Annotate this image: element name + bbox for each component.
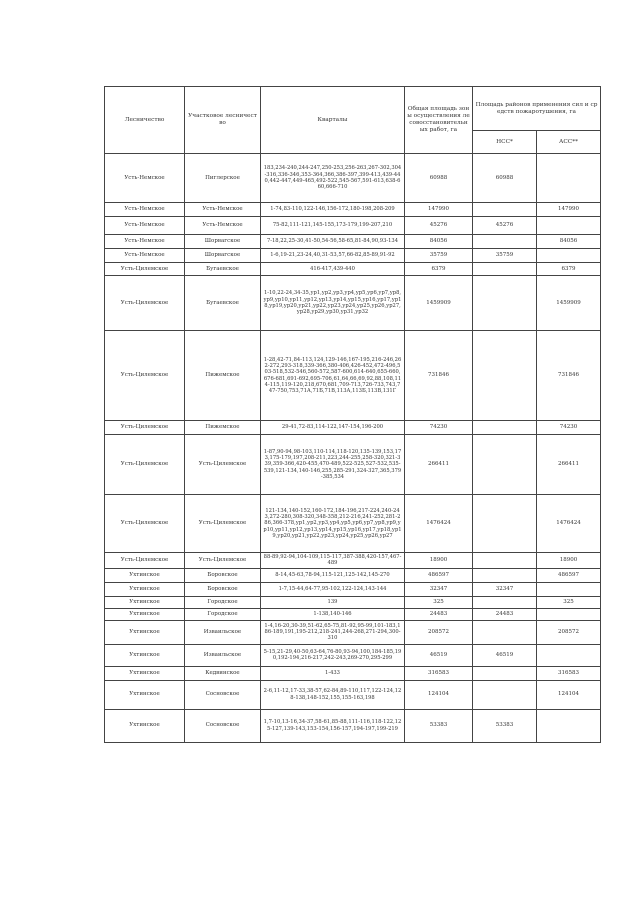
- cell-quarters: 8-14,45-63,78-94,115-121,125-142,145-270: [261, 568, 405, 582]
- cell-forestry: Ухтинское: [105, 582, 185, 596]
- cell-area: 266411: [405, 435, 473, 495]
- table-row: [105, 435, 601, 495]
- cell-ass: [537, 249, 601, 263]
- cell-ass: [537, 217, 601, 235]
- cell-ass: 266411: [537, 435, 601, 495]
- cell-forestry: Усть-Цилемское: [105, 495, 185, 553]
- table-row: [105, 235, 601, 249]
- cell-nss: 35759: [473, 249, 537, 263]
- table-row: [105, 582, 601, 596]
- cell-ass: 1459909: [537, 276, 601, 331]
- cell-ass: 84056: [537, 235, 601, 249]
- cell-area: 32347: [405, 582, 473, 596]
- cell-quarters: 1-28,42-71,84-113,124,129-146,167-195,216-246,262-272,293-318,339-366,380-406,426-452,472-496,503-518,532-546,560-572,587-600,614-640,655-660,676-681,691-692,695-706,61,64,66,69,92,88,108,114-115,119-120,218,670,681,709-713,726-733,743,747-750,753,71А,71Б,71В,113А,113Б,113В,131Г: [261, 331, 405, 421]
- cell-quarters: 1-87,90-94,98-103,110-114,118-120,135-139,153,173,175-179,197,208-211,223,244-255,258-320,321-339,359-366,420-455,470-489,522-525,527-532,535-539,121-134,140-146,255,285-291,324-327,365,379-385,534: [261, 435, 405, 495]
- cell-nss: [473, 435, 537, 495]
- cell-area: 18900: [405, 553, 473, 569]
- table-row: [105, 680, 601, 709]
- cell-quarters: 416-417,439-440: [261, 263, 405, 276]
- cell-district: Городское: [185, 596, 261, 608]
- cell-area: 124104: [405, 680, 473, 709]
- cell-nss: [473, 235, 537, 249]
- cell-nss: [473, 553, 537, 569]
- cell-ass: 74230: [537, 421, 601, 435]
- cell-district: Пижемское: [185, 421, 261, 435]
- header-district: Участковое лесничество: [185, 87, 261, 154]
- cell-quarters: 1-433: [261, 666, 405, 680]
- cell-forestry: Ухтинское: [105, 568, 185, 582]
- cell-nss: [473, 568, 537, 582]
- cell-area: 147990: [405, 203, 473, 217]
- cell-quarters: 1-4,16-20,30-39,51-62,65-75,81-92,95-99,101-183,186-189,191,195-212,218-241,244-268,271-294,300-310: [261, 620, 405, 644]
- cell-area: 6379: [405, 263, 473, 276]
- cell-area: 53383: [405, 709, 473, 742]
- cell-forestry: Ухтинское: [105, 596, 185, 608]
- header-forestry: Лесничество: [105, 87, 185, 154]
- cell-ass: [537, 582, 601, 596]
- cell-nss: [473, 666, 537, 680]
- cell-nss: [473, 620, 537, 644]
- cell-nss: 24483: [473, 608, 537, 620]
- cell-nss: [473, 203, 537, 217]
- cell-nss: [473, 680, 537, 709]
- header-quarters: Кварталы: [261, 87, 405, 154]
- cell-district: Пижемское: [185, 331, 261, 421]
- header-nss: НСС*: [473, 131, 537, 154]
- table-row: [105, 644, 601, 666]
- cell-district: Усть-Немское: [185, 203, 261, 217]
- cell-district: Изваильское: [185, 644, 261, 666]
- cell-ass: [537, 709, 601, 742]
- cell-quarters: 1-6,19-21,23-24,40,31-53,57,66-82,85-89,91-92: [261, 249, 405, 263]
- cell-district: Сосновское: [185, 680, 261, 709]
- cell-district: Бугаевское: [185, 276, 261, 331]
- cell-quarters: 1,7-10,13-16,34-37,58-61,85-88,111-116,118-122,125-127,139-143,153-154,156-157,194-197,199-219: [261, 709, 405, 742]
- table-row: [105, 608, 601, 620]
- table-row: [105, 217, 601, 235]
- cell-nss: [473, 263, 537, 276]
- header-area: Общая площадь зоны осуществления лесовосстановительных работ, га: [405, 87, 473, 154]
- cell-nss: 32347: [473, 582, 537, 596]
- table-row: [105, 568, 601, 582]
- cell-quarters: 139: [261, 596, 405, 608]
- table-row: [105, 154, 601, 203]
- cell-area: 325: [405, 596, 473, 608]
- cell-forestry: Усть-Цилемское: [105, 331, 185, 421]
- cell-quarters: 1-7,15-44,64-77,95-102,122-124,143-144: [261, 582, 405, 596]
- cell-quarters: 7-18,22,25-30,41-50,54-56,58-65,81-84,90,93-134: [261, 235, 405, 249]
- cell-district: Шорвагское: [185, 235, 261, 249]
- cell-district: Усть-Цилемское: [185, 495, 261, 553]
- cell-forestry: Ухтинское: [105, 666, 185, 680]
- table-row: [105, 263, 601, 276]
- cell-forestry: Усть-Немское: [105, 154, 185, 203]
- table-row: [105, 596, 601, 608]
- cell-ass: [537, 608, 601, 620]
- cell-ass: 486597: [537, 568, 601, 582]
- cell-nss: 53383: [473, 709, 537, 742]
- cell-district: Боровское: [185, 582, 261, 596]
- cell-quarters: 121-134,140-152,160-172,184-196,217-224,240-243,272-280,308-320,348-358,212-216,241-252,281-286,366-378,ур1,ур2,ур3,ур4,ур5,ур6,ур7,ур8,ур9,ур10,ур11,ур12,ур13,ур14,ур15,ур16,ур17,ур18,ур19,ур20,ур21,ур22,ур23,ур24,ур25,ур26,ур27: [261, 495, 405, 553]
- cell-ass: 316583: [537, 666, 601, 680]
- table-row: [105, 553, 601, 569]
- cell-quarters: 1-74,83-110,122-146,156-172,180-198,208-209: [261, 203, 405, 217]
- table-row: [105, 203, 601, 217]
- cell-district: Городское: [185, 608, 261, 620]
- cell-forestry: Ухтинское: [105, 680, 185, 709]
- cell-nss: [473, 331, 537, 421]
- cell-nss: 60988: [473, 154, 537, 203]
- cell-area: 45276: [405, 217, 473, 235]
- cell-ass: 147990: [537, 203, 601, 217]
- cell-area: 1459909: [405, 276, 473, 331]
- cell-quarters: 88-89,92-94,104-109,115-117,387-388,420-157,467-489: [261, 553, 405, 569]
- table-row: [105, 331, 601, 421]
- cell-ass: 124104: [537, 680, 601, 709]
- cell-quarters: 29-41,72-83,114-122,147-154,196-200: [261, 421, 405, 435]
- cell-quarters: 5-15,21-29,40-50,63-64,76-80,93-94,100,184-185,190,192-194,216-217,242-243,269-270,295-299: [261, 644, 405, 666]
- cell-area: 486597: [405, 568, 473, 582]
- cell-nss: [473, 495, 537, 553]
- cell-ass: [537, 644, 601, 666]
- cell-district: Усть-Немское: [185, 217, 261, 235]
- cell-forestry: Усть-Немское: [105, 249, 185, 263]
- cell-area: 731846: [405, 331, 473, 421]
- cell-area: 84056: [405, 235, 473, 249]
- cell-area: 1476424: [405, 495, 473, 553]
- table-row: [105, 276, 601, 331]
- cell-area: 46519: [405, 644, 473, 666]
- cell-area: 316583: [405, 666, 473, 680]
- cell-quarters: 1-138,140-146: [261, 608, 405, 620]
- cell-area: 24483: [405, 608, 473, 620]
- cell-forestry: Ухтинское: [105, 608, 185, 620]
- cell-nss: 45276: [473, 217, 537, 235]
- cell-district: Сосновское: [185, 709, 261, 742]
- cell-forestry: Усть-Цилемское: [105, 435, 185, 495]
- header-ass: АСС**: [537, 131, 601, 154]
- cell-area: 60988: [405, 154, 473, 203]
- cell-nss: [473, 421, 537, 435]
- cell-ass: [537, 154, 601, 203]
- cell-quarters: 183,234-240,244-247,250-253,256-263,267-302,304-316,336-346,353-364,366,386-397,399-413,439-440,442-447,449-465,492-522,545-567,591-613,638-660,666-710: [261, 154, 405, 203]
- table-row: [105, 666, 601, 680]
- cell-forestry: Ухтинское: [105, 709, 185, 742]
- header-zone-area: Площадь районов применения сил и средств пожаротушения, га: [473, 87, 601, 131]
- cell-district: Изваильское: [185, 620, 261, 644]
- cell-ass: 18900: [537, 553, 601, 569]
- cell-forestry: Ухтинское: [105, 620, 185, 644]
- cell-district: Бугаевское: [185, 263, 261, 276]
- cell-district: Усть-Цилемское: [185, 435, 261, 495]
- cell-area: 35759: [405, 249, 473, 263]
- cell-area: 208572: [405, 620, 473, 644]
- cell-district: Пиглерское: [185, 154, 261, 203]
- cell-forestry: Усть-Немское: [105, 217, 185, 235]
- table-row: [105, 709, 601, 742]
- cell-forestry: Усть-Цилемское: [105, 421, 185, 435]
- cell-ass: 325: [537, 596, 601, 608]
- cell-forestry: Ухтинское: [105, 644, 185, 666]
- cell-quarters: 1-10,22-24,34-35,ур1,ур2,ур3,ур4,ур5,ур6,ур7,ур8,ур9,ур10,ур11,ур12,ур13,ур14,ур15,ур16,ур17,ур18,ур19,ур20,ур21,ур22,ур23,ур24,ур25,ур26,ур27,ур28,ур29,ур30,ур31,ур32: [261, 276, 405, 331]
- table-row: [105, 495, 601, 553]
- table-row: [105, 620, 601, 644]
- cell-nss: [473, 596, 537, 608]
- table-row: [105, 421, 601, 435]
- cell-district: Кедвинское: [185, 666, 261, 680]
- cell-district: Шорвагское: [185, 249, 261, 263]
- cell-quarters: 75-82,111-121,145-155,173-179,199-207,210: [261, 217, 405, 235]
- cell-forestry: Усть-Цилемское: [105, 263, 185, 276]
- cell-ass: 1476424: [537, 495, 601, 553]
- cell-district: Усть-Цилемское: [185, 553, 261, 569]
- cell-quarters: 2-6,11-12,17-33,38-57,62-84,89-110,117,122-124,128-138,148-152,155,155-163,198: [261, 680, 405, 709]
- cell-forestry: Усть-Немское: [105, 235, 185, 249]
- cell-ass: 6379: [537, 263, 601, 276]
- cell-ass: 731846: [537, 331, 601, 421]
- forest-zones-table: [104, 86, 601, 743]
- cell-area: 74230: [405, 421, 473, 435]
- cell-nss: 46519: [473, 644, 537, 666]
- cell-district: Боровское: [185, 568, 261, 582]
- cell-forestry: Усть-Цилемское: [105, 553, 185, 569]
- cell-ass: 208572: [537, 620, 601, 644]
- cell-forestry: Усть-Немское: [105, 203, 185, 217]
- table-row: [105, 249, 601, 263]
- cell-forestry: Усть-Цилемское: [105, 276, 185, 331]
- cell-nss: [473, 276, 537, 331]
